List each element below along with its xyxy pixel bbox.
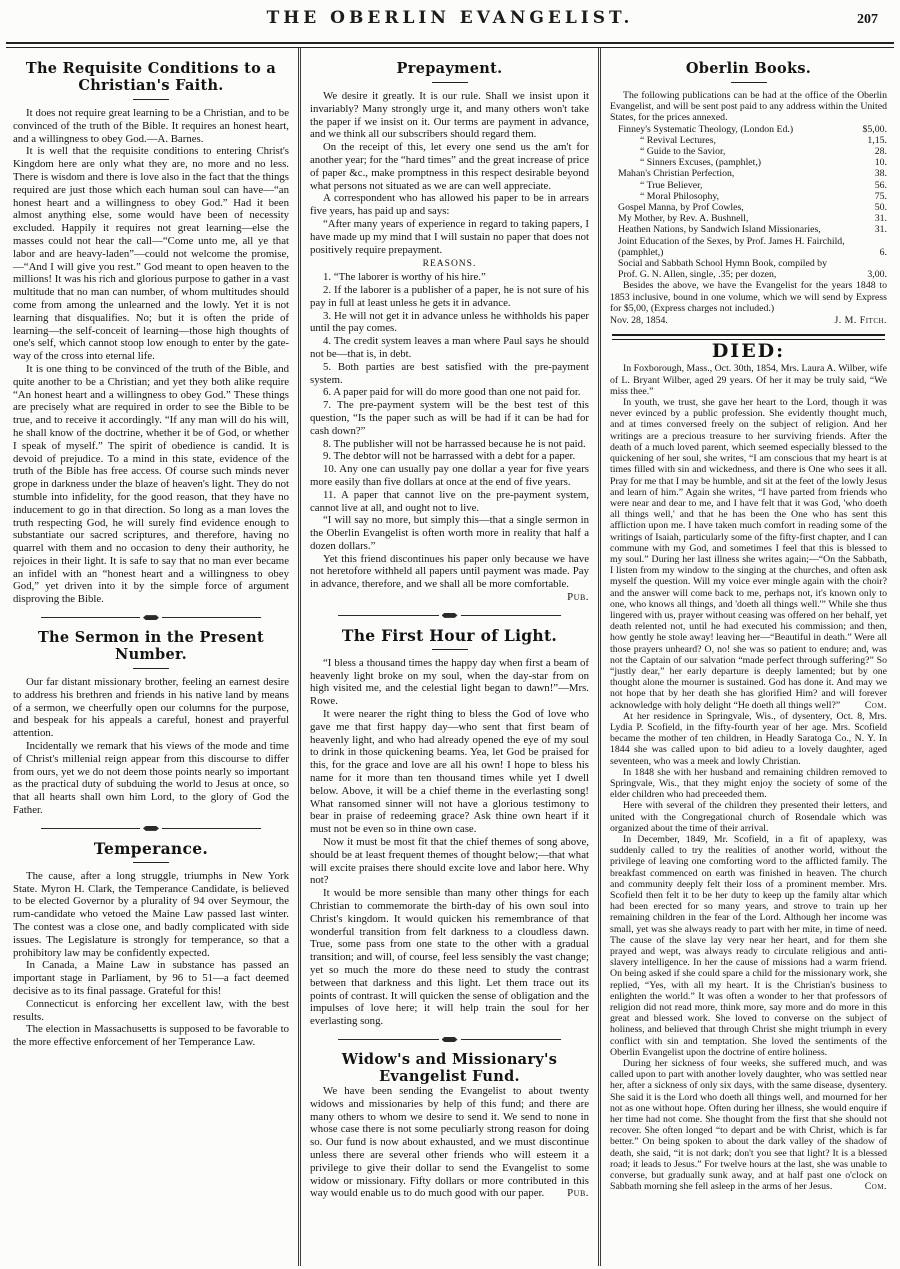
ornament-separator <box>338 1037 561 1042</box>
heading-rule <box>133 99 169 100</box>
paragraph: In December, 1849, Mr. Scofield, in a fit of apaplexy, was suddenly called to try the realities of another world, without the privilege of leaving one comforting word to the afflicted family. The breakfast commenced on earth was finished in heaven. The church and community deeply felt their loss of a prominent member. Mrs. Scofield then felt it to be her duty to keep up the family altar which had been erected for so many years, and strove to train up her remaining children in the fear of the Lord. Although her income was small, yet was she always ready to part with her mite, in time of need. The cause of the slave lay very near her heart, and for them she prayed and wept, was always ready to circulate religious and anti-slavery intelligence. In her the cause of missions had a warm friend. On being asked if she could spare a child for the missionary work, she replied, “Yes, with all my heart. It is the Christian's business to enlighten the world.” It was often a wonder to her that professors of religion did not read more, think more, say more and do more in this great and blessed work. She loved to converse on the subject of holiness, and believed that through Christ she might triumph in every conflict with sin and temptation. She loved the sentiments of the Oberlin Evangelist upon the doctrine of entire holiness. <box>610 834 887 1058</box>
book-row <box>610 124 887 135</box>
heading-rule <box>432 82 468 83</box>
book-price: 56. <box>874 179 887 191</box>
book-title: Joint Education of the Sexes, by Prof. James H. Fairchild, (pamphlet,) <box>618 235 845 258</box>
paragraph <box>610 1058 887 1192</box>
paragraph: The following publications can be had at the office of the Oberlin Evangelist, and will be sent post paid to any address within the United States, for the prices annexed. <box>610 90 887 124</box>
signature-com: Com. <box>864 699 887 711</box>
diamond-ornament-icon <box>442 1037 458 1042</box>
paragraph: Our far distant missionary brother, feeling an earnest desire to address his brethren and friends in his native land by means of a sermon, we cheerfully open our columns for the purpose, and bespeak for his appeals a careful, honest and prayerful attention. <box>13 676 289 740</box>
book-price: 75. <box>874 190 887 202</box>
article-title-oberlin-books: Oberlin Books. <box>685 60 812 77</box>
reason-item: 9. The debtor will not be harrassed with a debt for a paper. <box>323 450 576 463</box>
book-row <box>610 258 887 280</box>
book-price: 50. <box>874 202 887 214</box>
heading-rule <box>432 649 468 650</box>
column-3 <box>601 48 896 1266</box>
reasons-list <box>310 271 589 514</box>
book-row <box>610 202 887 213</box>
paragraph: Now it must be most fit that the chief themes of song above, should be at least frequent themes of thought below;—that what will excite praises there should excite love and labor here. Why not? <box>310 836 589 887</box>
ornament-separator <box>41 615 261 620</box>
book-price: $5,00. <box>862 123 887 135</box>
reason-item: 5. Both parties are best satisfied with the pre-payment system. <box>310 360 589 386</box>
paragraph: Besides the above, we have the Evangelist for the years 1848 to 1853 inclusive, bound in one volume, which we will send by Express for $5,00, (Express charges not included.) <box>610 280 887 314</box>
heading-rule <box>133 668 169 669</box>
signature-fitch: J. M. Fitch. <box>834 315 887 327</box>
paragraph <box>310 1085 589 1200</box>
book-row <box>610 135 887 146</box>
paragraph: The cause, after a long struggle, triumphs in New York State. Myron H. Clark, the Temperance Candidate, is believed to be elected Governor by a plurality of 94 over Seymour, the rum-candidate who vetoed the Maine Law passed last winter. The contest was a close one, and badly complicated with side issues. The Legislature is strongly for temperance, so that a prohibitory law may be confidently expected. <box>13 869 289 959</box>
article-title-temperance: Temperance. <box>93 838 209 858</box>
reason-item: 10. Any one can usually pay one dollar a year for five years more easily than five dollars at once at the end of five years. <box>310 463 589 488</box>
paragraph: The election in Massachusetts is supposed to be favorable to the more effective enforcement of her Temperance Law. <box>13 1023 289 1049</box>
reason-item: 2. If the laborer is a publisher of a paper, he is not sure of his pay in full at least unless he gets it in advance. <box>310 283 589 309</box>
paragraph: In 1848 she with her husband and remaining children removed to Springvale, Wis., that they might enjoy the society of some of the elder children who had preceeded them. <box>610 766 887 801</box>
paragraph: It is one thing to be convinced of the truth of the Bible, and quite another to be a Christian; and yet they both alike require “An honest heart and a willingness to obey God.” These things are precisely what are required in order to see the Bible to be true, and to receive it accordingly. “If any man will do his will, he shall know of the doctrine, whether it be of God, or whether I speak of myself.” The spirit of obedience is candid. It is devoid of prejudice. To a mind in this state, evidence of the truth of the Bible has free access. Of course such minds never grope in darkness under the blaze of heaven's light. They do not stumble into infidelity, for the good reason, that they have no inducement to go in that direction. So long as a man loves the truth respecting God, he will surely find evidence enough to substantiate our sacred scriptures, and therefore, having no quarrel with them and no occasion to deny their authority, he rejoices in their light. It is safe to say that no man ever became an infidel with an “honest heart and a willingness to obey God,” yet driven into it by the simple force of argument disproving the Bible. <box>13 362 289 606</box>
paragraph-text: In youth, we trust, she gave her heart to the Lord, though it was never evinced by a public profession. She evidently thought much, and at times conversed freely on the subject of religion. And her writings are a precious treasure to her surviving friends. After the death of a much loved parent, which seemed especially blessed to the quickening of her soul, she writes, “I am conscious that my heart is at times filled with sin and wickedness, and there is One who sees it all. Pray for me that I may be humble, and sit at the feet of the lowly Jesus and learn of him.” Again she writes, “I have parted from friends who were near and dear to me, and I have felt that it was God, 'who doeth all things well,' and that he has been the One who has sent this affliction upon me. I have taken much comfort in reading some of the writings of Isaiah, particularly some of the fifty-first chapter, and I can commune with my God, and sometimes I feel that this is blessed to my soul.” During her last illness she writes again;—“On the Sabbath, I listen from my window to the singing at the churches, and often ask myself the question. Will my voice ever mingle again with the choir? and the answer will come back to me, perhaps not, it's known only to one, who knows all things, and 'doeth all things well.'” While she thus lingered with us, prayer without ceasing was offered on her behalf, yet death relented not, until he had executed his commission; and then, how gently he stole away! leaving her—“Beautiful in death.” Were all those prayers unheard? O, no! she was so patient to endure; and, was not the Captain of our salvation “made perfect through suffering?” So “justly dear,” her early departure is deeply lamented; but by one thought alone the mourner is sustained. God has done it. And may we not hope that by her death she has glorified Him? and will forever acknowledge with holy delight “He doeth all things well?” <box>610 397 887 711</box>
book-price: 10. <box>874 157 887 169</box>
article-title-prepayment: Prepayment. <box>396 60 503 77</box>
reasons-heading: REASONS. <box>422 259 477 270</box>
reason-item: 3. He will not get it in advance unless he withholds his paper until the pay comes. <box>310 309 589 335</box>
masthead <box>0 0 900 40</box>
book-row <box>610 191 887 202</box>
paragraph: We desire it greatly. It is our rule. Shall we insist upon it invariably? Many strongly urge it, and many others won't take the paper if we insist on it. Our terms are payment in advance, and we think all our subscribers should regard them. <box>310 90 589 141</box>
book-title: Social and Sabbath School Hymn Book, compiled by Prof. G. N. Allen, single, .35; per dozen, <box>618 258 827 281</box>
paragraph: A correspondent who has allowed his paper to be in arrears five years, has paid up and says: <box>310 192 589 218</box>
book-price: 31. <box>874 224 887 236</box>
book-title: “ Guide to the Savior, <box>640 146 726 158</box>
article-title-sermon-present-number: The Sermon in the Present Number. <box>37 629 265 664</box>
book-title: Heathen Nations, by Sandwich Island Missionaries, <box>618 224 821 236</box>
book-row <box>610 168 887 179</box>
paragraph <box>310 552 589 604</box>
reason-item: 7. The pre-payment system will be the best test of this question, “Is the paper such as will be had if it can be had for cash down?” <box>310 399 589 437</box>
reason-item: 4. The credit system leaves a man where Paul says he should not be—that is, in debt. <box>310 335 589 360</box>
date-text: Nov. 28, 1854. <box>610 315 668 327</box>
paragraph: It is well that the requisite conditions to entering Christ's Kingdom here are only what they are, no more and no less. There is wisdom and there is love also in the fact that the things required are just those which each human soul can have—“an honest heart and a willingness to obey God.” Had it been almost anything else, some would have been of necessity excluded. Happily it requires not great learning—else the masses could not hear the call—“Come unto me, all ye that labor and are heavy-laden”—could not welcome the promise,—“And I will give you rest.” God meant to open heaven to the millions! It was his rich and glorious purpose to gather in a vast multitude that no man can number, of whom multitudes should come from among the unlearned and the lowly. Yet it is not learning that disqualifies. No; but it is often the pride of learning—the self-conceit of learning—those high thoughts of one's self, which cannot stoop low enough to enter by the gate-way of the cross into eternal life. <box>13 145 289 363</box>
ornament-separator <box>41 826 261 831</box>
ornament-separator <box>338 613 561 618</box>
paragraph: “After many years of experience in regard to taking papers, I have made up my mind that I will sustain no paper that does not positively require prepayment. <box>310 217 589 256</box>
dateline <box>610 315 887 326</box>
book-title: “ True Believer, <box>640 179 703 191</box>
died-heading: DIED: <box>711 340 786 363</box>
paragraph-text: We have been sending the Evangelist to about twenty widows and missionaries by help of this fund; and there are many others to whom we desire to send it. We send to none in whose case there is not some peculiarly strong reason for doing so. Our fund is now about exhausted, and we must discontinue unless there are several other friends who will esteem it a privilege to give their dollar to send the Evangelist to some widow or missionary. Fifty dollars or more contributed in this way would enable us to do much good with our paper. <box>310 1084 589 1200</box>
signature-pub: Pub. <box>567 1187 589 1200</box>
reason-item: 8. The publisher will not be harrassed because he is not paid. <box>323 437 586 450</box>
book-row <box>610 236 887 258</box>
reason-item: 1. “The laborer is worthy of his hire.” <box>323 271 486 284</box>
article-title-first-hour-of-light: The First Hour of Light. <box>341 625 558 645</box>
book-title: “ Revival Lectures, <box>640 134 716 146</box>
article-title-requisite-conditions: The Requisite Conditions to a Christian's Faith. <box>25 60 277 94</box>
paragraph-text: Yet this friend discontinues his paper only because we have not heretofore withheld all papers until payment was made. Pay in advance, therefore, and we shall all be more comfortable. <box>310 552 589 591</box>
diamond-ornament-icon <box>442 613 458 618</box>
paragraph: Connecticut is enforcing her excellent law, with the best results. <box>13 997 289 1023</box>
book-title: “ Sinners Excuses, (pamphlet,) <box>640 157 762 169</box>
reason-item: 11. A paper that cannot live on the pre-payment system, cannot live at all, and ought not to live. <box>310 488 589 514</box>
paragraph-text: During her sickness of four weeks, she suffered much, and was called upon to part with another lovely daughter, who was settled near her, after a sickness of only six days, with the same disease, dysentery. She said it is the Lord who doeth all things well, and mourned for her not as one without hope. Often during her illness, she would enquire if her time had not come. She thought from the first that she should not recover. She often longed “to depart and be with Christ, which is far better.” On being spoken to about the dark valley of the shadow of death, she said, “it is not dark; don't you see that light? It is a blessed road; it leads to Jesus.” For twelve hours at the last, she was unable to converse, but gradually sunk away, and at half past one o'clock on Sabbath morning she fell asleep in the arms of her Jesus. <box>610 1058 887 1193</box>
book-list <box>610 124 887 281</box>
paragraph: At her residence in Springvale, Wis., of dysentery, Oct. 8, Mrs. Lydia P. Scofield, in the fifty-fourth year of her age. Mrs. Scofield became the mother of ten children, in Headly Saratoga Co., N. Y. In 1844 she was called upon to bid adieu to a lovely daughter, aged seventeen, who was a meek and lowly Christian. <box>610 710 887 767</box>
book-price: 38. <box>874 168 887 180</box>
paragraph: “I will say no more, but simply this—that a single sermon in the Oberlin Evangelist is often worth more in reality that half a dozen dollars.” <box>310 514 589 552</box>
paragraph: In Canada, a Maine Law in substance has passed an important stage in Parliament, by 96 to 51—a fact deemed decisive as to its final passage. Grateful for this! <box>13 959 289 998</box>
book-row <box>610 224 887 235</box>
page-number: 207 <box>857 12 878 27</box>
book-row <box>610 157 887 168</box>
book-price: 1,15. <box>867 134 887 146</box>
book-row <box>610 213 887 224</box>
paragraph: Incidentally we remark that his views of the mode and time of Christ's millenial reign appear from this discourse to differ from ours, yet we do not deem those points nearly so important as the practical duty of subduing the world to Jesus at once, so that all hearts shall own him Lord, to the glory of God the Father. <box>13 740 289 817</box>
paragraph: It would be more sensible than many other things for each Christian to commemorate the birth-day of his own soul into Christ's kingdom. It would quicken his remembrance of that wonderful transition from felt darkness to a cloudless dawn. True, some pass from one state to the other with a gradual transition; and will, of course, feel less sensibly the vast change; yet so much the more do these need to study the contrast between that darkness and this light. Let them trace out its points of contrast. It will quicken the sense of obligation and the impulses of love here; it will help train the soul for her everlasting song. <box>310 887 589 1028</box>
signature-com: Com. <box>864 1181 887 1193</box>
signature-pub: Pub. <box>567 591 589 604</box>
book-title: My Mother, by Rev. A. Bushnell, <box>618 213 749 225</box>
book-title: “ Moral Philosophy, <box>640 190 720 202</box>
paragraph: It does not require great learning to be a Christian, and to be convinced of the truth of the Bible. It requires an honest heart, and a willingness to obey God.—A. Barnes. <box>13 107 289 145</box>
article-title-widows-fund: Widow's and Missionary's Evangelist Fund. <box>341 1050 558 1085</box>
newspaper-title: THE OBERLIN EVANGELIST. <box>266 8 634 28</box>
paragraph: On the receipt of this, let every one send us the am't for another year; for the “hard times” and the great increase of price of paper &c., make promptness in this respect desirable beyond what persons not situated as we are can well appreciate. <box>310 141 589 192</box>
book-title: Gospel Manna, by Prof Cowles, <box>618 202 744 214</box>
column-1 <box>4 48 301 1266</box>
paragraph: In Foxborough, Mass., Oct. 30th, 1854, Mrs. Laura A. Wilber, wife of L. Bryant Wilber, aged 29 years. Of her it may be truly said, “We miss thee.” <box>610 363 887 397</box>
book-title: Mahan's Christian Perfection, <box>618 168 735 180</box>
book-price: 31. <box>874 213 887 225</box>
paragraph <box>610 397 887 711</box>
columns <box>0 48 900 1266</box>
reason-item: 6. A paper paid for will do more good than one not paid for. <box>323 386 581 399</box>
diamond-ornament-icon <box>143 615 159 620</box>
diamond-ornament-icon <box>143 826 159 831</box>
book-row <box>610 180 887 191</box>
paragraph: It were nearer the right thing to bless the God of love who gave me that first happy day—who sent that first beam of heavenly light, and who had already opened the eye of my soul to drink in those quickening beams. Yea, let God be praised for this, for the grace and love are all his own! I hope to bless his name for it more than ten thousand times while yet I dwell below. Above, it will be a chief theme in the everlasting song! What ransomed sinner will not have a glorious testimony to bear in praise of redeeming grace? Ask thine own heart if it must not be even so in thine own case. <box>310 708 589 836</box>
heading-rule <box>133 862 169 863</box>
heading-rule <box>731 82 767 83</box>
book-price: 28. <box>874 146 887 158</box>
paragraph: “I bless a thousand times the happy day when first a beam of heavenly light broke on my soul, when the day-star from on high visited me, and the celestial light began to dawn!”—Mrs. Rowe. <box>310 656 589 708</box>
book-title: Finney's Systematic Theology, (London Ed.) <box>618 123 794 135</box>
book-row <box>610 146 887 157</box>
column-2 <box>301 48 601 1266</box>
book-price: 3,00. <box>867 269 887 281</box>
book-price: 6. <box>879 246 887 258</box>
paragraph: Here with several of the children they presented their letters, and united with the Congregational church of Rosendale which was organized about the time of their arrival. <box>610 800 887 834</box>
